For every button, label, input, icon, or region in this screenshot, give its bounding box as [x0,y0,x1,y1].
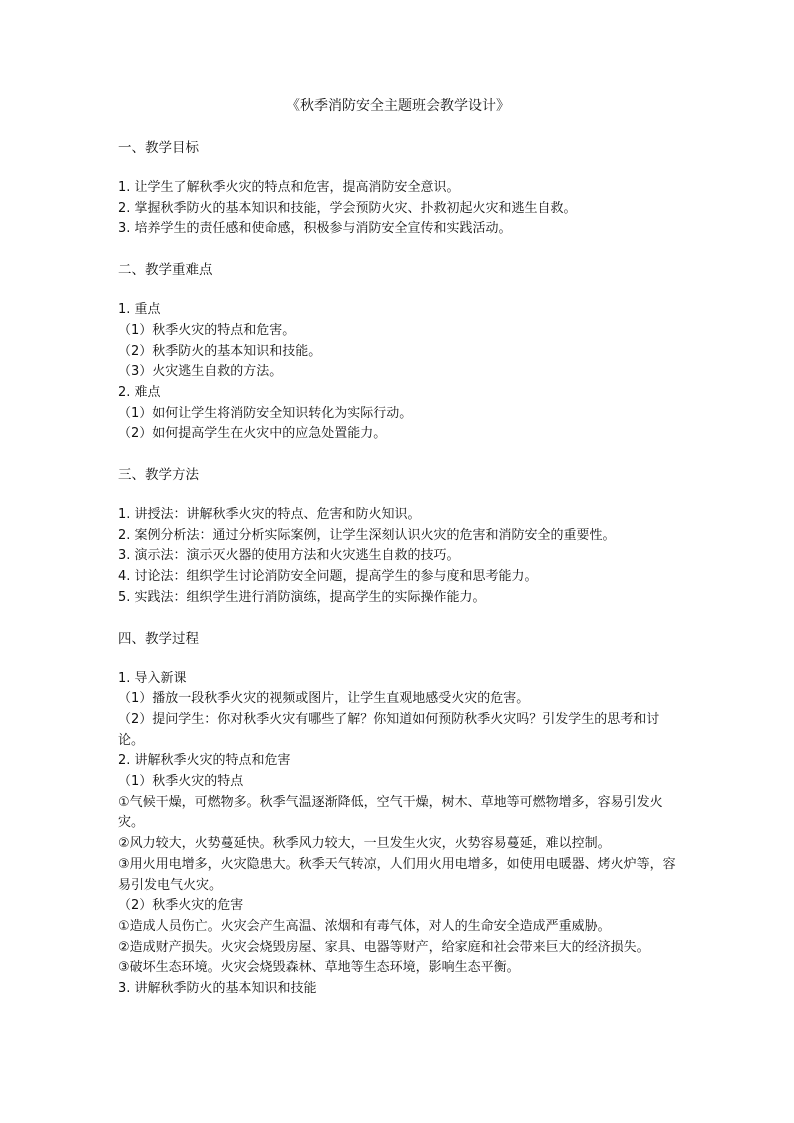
paragraph-line: （2）如何提高学生在火灾中的应急处置能力。 [118,426,387,442]
paragraph-line: （1）秋季火灾的特点和危害。 [118,322,296,338]
paragraph-line: 1. 让学生了解秋季火灾的特点和危害，提高消防安全意识。 [118,180,460,195]
paragraph-line: （1）如何让学生将消防安全知识转化为实际行动。 [118,405,413,421]
paragraph-line: 2. 讲解秋季火灾的特点和危害 [118,753,291,769]
paragraph-line: （1）播放一段秋季火灾的视频或图片，让学生直观地感受火灾的危害。 [118,691,530,707]
document-title: 《秋季消防安全主题班会教学设计》 [286,98,510,114]
paragraph-line: ③破坏生态环境。火灾会烧毁森林、草地等生态环境，影响生态平衡。 [118,960,520,976]
paragraph-line: 2. 难点 [118,384,161,400]
paragraph-line: 2. 案例分析法：通过分析实际案例，让学生深刻认识火灾的危害和消防安全的重要性。 [118,527,616,543]
paragraph-line: 1. 重点 [118,302,161,318]
paragraph-line: 3. 培养学生的责任感和使命感，积极参与消防安全宣传和实践活动。 [118,221,512,237]
paragraph-line: 1. 讲授法：讲解秋季火灾的特点、危害和防火知识。 [118,507,421,523]
paragraph-line: ①气候干燥，可燃物多。秋季气温逐渐降低，空气干燥，树木、草地等可燃物增多，容易引发火灾。 [118,794,663,831]
document-body [118,138,678,1000]
paragraph-line: （1）秋季火灾的特点 [118,774,244,790]
section-spacer [118,445,678,465]
section-heading: 三、教学方法 [118,467,199,484]
document-page [118,96,678,1000]
section-heading: 一、教学目标 [118,140,199,156]
paragraph-line: ③用火用电增多，火灾隐患大。秋季天气转凉，人们用火用电增多，如使用电暖器、烤火炉等，容易引发电气火灾。 [118,856,676,893]
paragraph-line: 2. 掌握秋季防火的基本知识和技能，学会预防火灾、扑救初起火灾和逃生自救。 [118,200,577,216]
paragraph-line: 3. 演示法：演示灭火器的使用方法和火灾逃生自救的技巧。 [118,548,460,564]
section-heading: 四、教学过程 [118,630,199,647]
paragraph-line: ①造成人员伤亡。火灾会产生高温、浓烟和有毒气体，对人的生命安全造成严重威胁。 [118,918,611,934]
paragraph-line: 4. 讨论法：组织学生讨论消防安全问题，提高学生的参与度和思考能力。 [118,569,538,585]
paragraph-line: ②风力较大，火势蔓延快。秋季风力较大，一旦发生火灾，火势容易蔓延，难以控制。 [118,836,611,852]
paragraph-line: 3. 讲解秋季防火的基本知识和技能 [118,981,317,997]
section-spacer [118,240,678,260]
paragraph-line: 5. 实践法：组织学生进行消防演练，提高学生的实际操作能力。 [118,589,486,605]
paragraph-line: （2）秋季火灾的危害 [118,898,244,914]
paragraph-line: （3）火灾逃生自救的方法。 [118,364,283,380]
section-heading: 二、教学重难点 [118,262,213,279]
paragraph-line: 1. 导入新课 [118,670,187,686]
paragraph-line: （2）秋季防火的基本知识和技能。 [118,343,322,359]
section-spacer [118,609,678,629]
paragraph-line: （2）提问学生：你对秋季火灾有哪些了解？你知道如何预防秋季火灾吗？引发学生的思考和讨论。 [118,711,660,748]
paragraph-line: ②造成财产损失。火灾会烧毁房屋、家具、电器等财产，给家庭和社会带来巨大的经济损失。 [118,939,650,955]
